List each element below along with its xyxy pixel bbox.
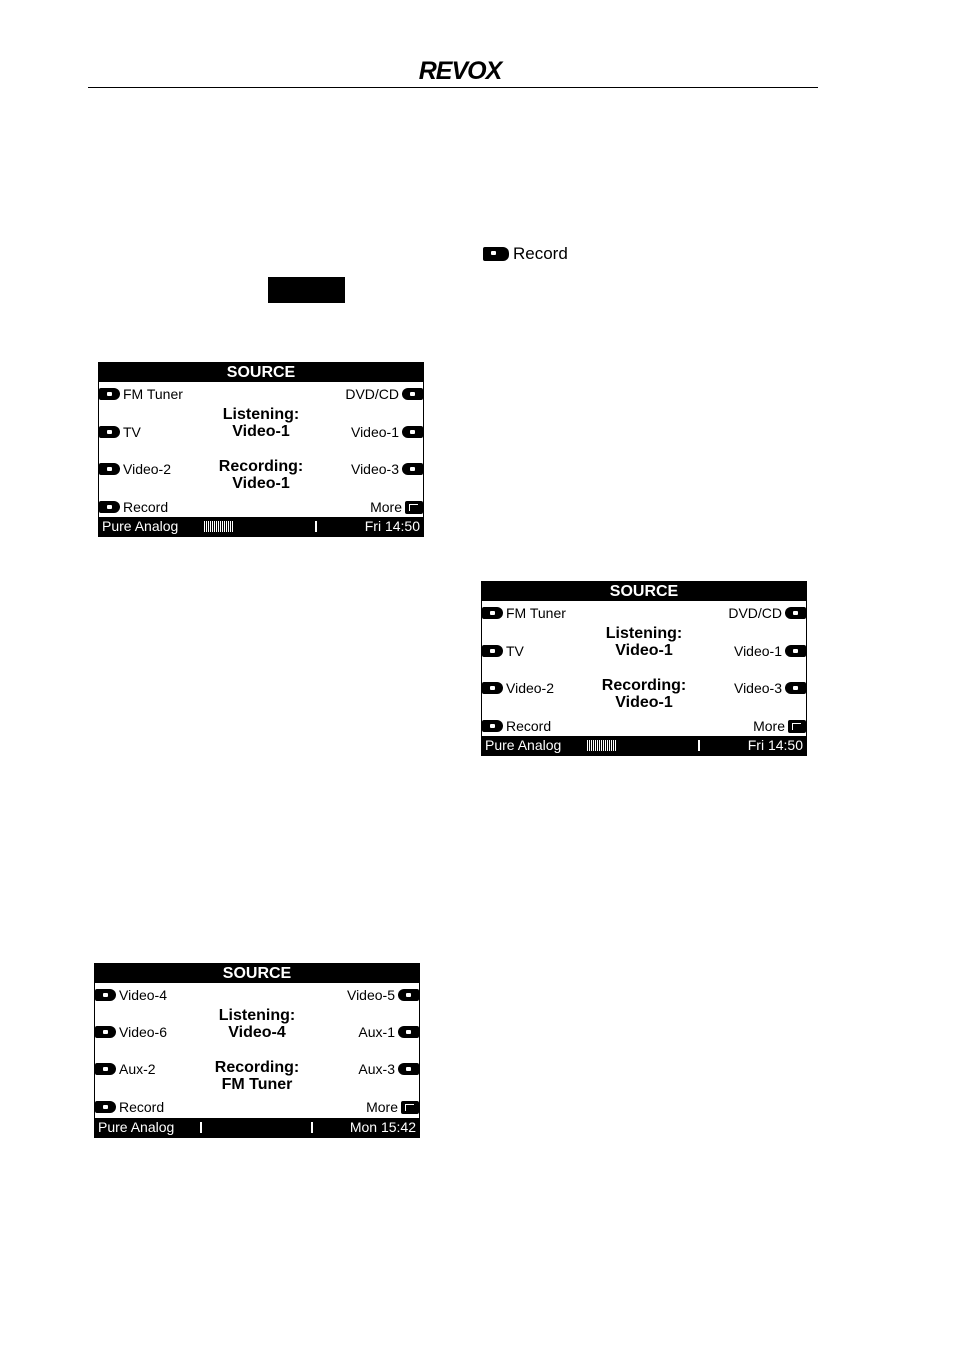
softkey-label: Record <box>506 718 552 734</box>
softkey-label: More <box>370 499 402 515</box>
menu-icon <box>401 1101 419 1114</box>
listening-label: Listening: <box>605 625 683 642</box>
softkey-label: Aux-1 <box>358 1024 395 1040</box>
softkey-icon <box>95 989 116 1001</box>
inline-record-label: Record <box>513 244 568 263</box>
source-screen-3 <box>94 963 420 1138</box>
softkey-more[interactable] <box>366 1099 419 1115</box>
status-bar <box>482 736 806 755</box>
status-bar <box>95 1118 419 1137</box>
listening-value: Video-4 <box>228 1024 286 1041</box>
softkey-label: Video-3 <box>350 461 399 477</box>
softkey-left-1[interactable] <box>482 605 566 621</box>
source-screen-2 <box>481 581 807 756</box>
audio-mode: Pure Analog <box>102 518 179 534</box>
clock: Fri 14:50 <box>747 737 803 753</box>
softkey-label: DVD/CD <box>728 605 782 621</box>
softkey-icon <box>482 720 503 732</box>
softkey-left-4[interactable] <box>482 718 551 734</box>
softkey-right-1[interactable] <box>345 386 423 402</box>
softkey-right-1[interactable] <box>347 987 419 1003</box>
softkey-left-1[interactable] <box>99 386 183 402</box>
softkey-label: More <box>366 1099 398 1115</box>
highlight-block <box>268 277 345 303</box>
volume-marker <box>311 1122 313 1133</box>
screen-title: SOURCE <box>482 582 806 601</box>
clock: Fri 14:50 <box>364 518 420 534</box>
recording-label: Recording: <box>214 1059 300 1076</box>
recording-value: FM Tuner <box>221 1076 293 1093</box>
inline-record-key <box>483 243 568 265</box>
softkey-label: Aux-2 <box>119 1061 156 1077</box>
screen-title: SOURCE <box>95 964 419 983</box>
softkey-label: Video-2 <box>506 680 555 696</box>
softkey-left-1[interactable] <box>95 987 167 1003</box>
volume-marker <box>315 521 317 532</box>
softkey-label: More <box>753 718 785 734</box>
softkey-icon <box>482 607 503 619</box>
softkey-label: Aux-3 <box>358 1061 395 1077</box>
recording-label: Recording: <box>601 677 687 694</box>
softkey-label: Video-2 <box>123 461 172 477</box>
softkey-left-4[interactable] <box>99 499 168 515</box>
softkey-label: Video-5 <box>346 987 395 1003</box>
softkey-label: Video-1 <box>733 643 782 659</box>
softkey-label: Record <box>119 1099 165 1115</box>
screen-title: SOURCE <box>99 363 423 382</box>
softkey-icon <box>95 1101 116 1113</box>
status-bar <box>99 517 423 536</box>
softkey-icon <box>402 388 423 400</box>
softkey-icon <box>99 388 120 400</box>
listening-value: Video-1 <box>615 642 673 659</box>
recording-label: Recording: <box>218 458 304 475</box>
softkey-left-4[interactable] <box>95 1099 164 1115</box>
softkey-label: TV <box>506 643 524 659</box>
softkey-label: Video-4 <box>119 987 168 1003</box>
revox-logo: REVOX <box>418 57 502 85</box>
softkey-icon <box>398 989 419 1001</box>
softkey-label: TV <box>123 424 141 440</box>
softkey-more[interactable] <box>753 718 806 734</box>
volume-bar <box>200 1122 202 1133</box>
softkey-right-1[interactable] <box>728 605 806 621</box>
listening-value: Video-1 <box>232 423 290 440</box>
recording-value: Video-1 <box>232 475 290 492</box>
softkey-icon <box>99 501 120 513</box>
volume-bar <box>204 521 234 532</box>
recording-value: Video-1 <box>615 694 673 711</box>
volume-bar <box>587 740 617 751</box>
softkey-label: FM Tuner <box>123 386 183 402</box>
clock: Mon 15:42 <box>349 1119 416 1135</box>
softkey-label: Video-6 <box>119 1024 168 1040</box>
softkey-label: Video-1 <box>350 424 399 440</box>
menu-icon <box>405 501 423 514</box>
audio-mode: Pure Analog <box>485 737 562 753</box>
softkey-label: Video-3 <box>733 680 782 696</box>
softkey-icon <box>483 247 509 261</box>
softkey-label: DVD/CD <box>345 386 399 402</box>
source-screen-1 <box>98 362 424 537</box>
volume-marker <box>698 740 700 751</box>
audio-mode: Pure Analog <box>98 1119 175 1135</box>
menu-icon <box>788 720 806 733</box>
header-divider <box>88 87 818 88</box>
listening-label: Listening: <box>222 406 300 423</box>
softkey-label: FM Tuner <box>506 605 566 621</box>
softkey-label: Record <box>123 499 169 515</box>
listening-label: Listening: <box>218 1007 296 1024</box>
softkey-icon <box>785 607 806 619</box>
softkey-more[interactable] <box>370 499 423 515</box>
